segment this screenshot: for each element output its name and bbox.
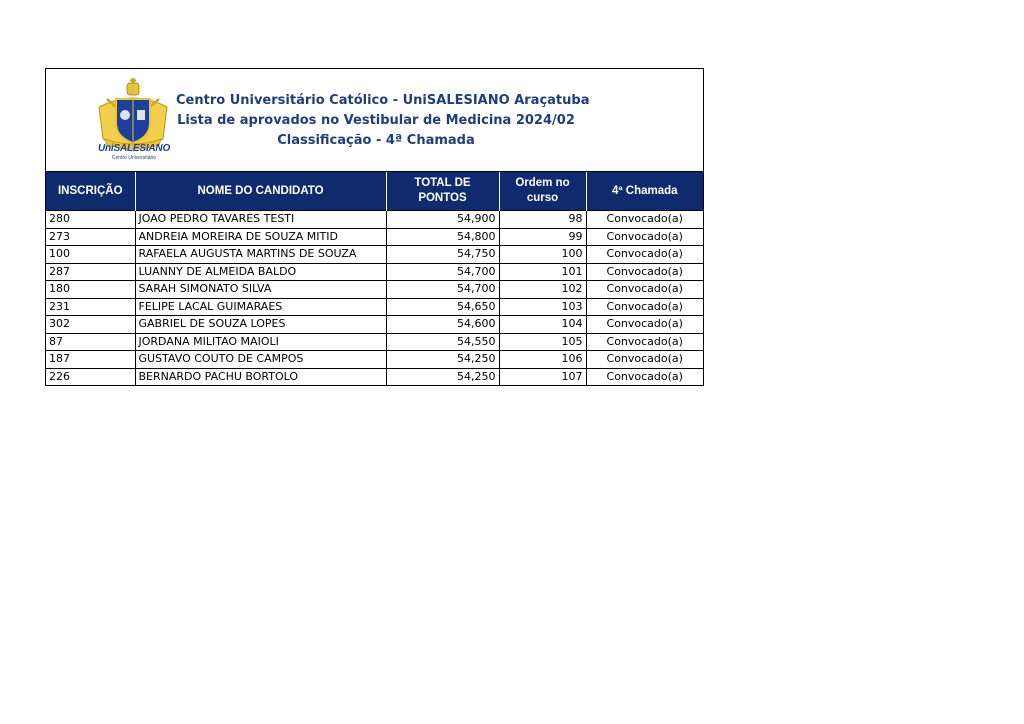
column-header-inscricao: INSCRIÇÃO xyxy=(46,172,135,211)
column-header-chamada: 4ª Chamada xyxy=(586,172,703,211)
cell-ordem: 102 xyxy=(499,281,586,299)
table-row xyxy=(46,368,703,385)
cell-pontos: 54,700 xyxy=(386,281,499,299)
table-row xyxy=(46,298,703,316)
cell-inscricao: 302 xyxy=(46,316,135,334)
column-header-pontos: TOTAL DE PONTOS xyxy=(386,172,499,211)
cell-nome: BERNARDO PACHU BORTOLO xyxy=(135,368,386,385)
cell-pontos: 54,700 xyxy=(386,263,499,281)
cell-pontos: 54,900 xyxy=(386,211,499,229)
cell-status: Convocado(a) xyxy=(586,263,703,281)
cell-ordem: 99 xyxy=(499,228,586,246)
cell-pontos: 54,250 xyxy=(386,368,499,385)
document-titles xyxy=(176,91,590,151)
table-row xyxy=(46,246,703,264)
logo-wordmark: UniSALESIANO xyxy=(97,143,171,154)
cell-inscricao: 87 xyxy=(46,333,135,351)
table-row xyxy=(46,263,703,281)
cell-inscricao: 180 xyxy=(46,281,135,299)
cell-inscricao: 273 xyxy=(46,228,135,246)
cell-ordem: 104 xyxy=(499,316,586,334)
column-header-ordem: Ordem no curso xyxy=(499,172,586,211)
table-row xyxy=(46,351,703,369)
cell-pontos: 54,750 xyxy=(386,246,499,264)
cell-pontos: 54,250 xyxy=(386,351,499,369)
cell-inscricao: 287 xyxy=(46,263,135,281)
table-header-row xyxy=(46,172,703,211)
cell-pontos: 54,650 xyxy=(386,298,499,316)
cell-nome: SARAH SIMONATO SILVA xyxy=(135,281,386,299)
cell-ordem: 98 xyxy=(499,211,586,229)
cell-nome: JORDANA MILITAO MAIOLI xyxy=(135,333,386,351)
cell-nome: GABRIEL DE SOUZA LOPES xyxy=(135,316,386,334)
cell-inscricao: 187 xyxy=(46,351,135,369)
table-row xyxy=(46,211,703,229)
list-title: Lista de aprovados no Vestibular de Medicina 2024/02 xyxy=(177,113,575,128)
cell-nome: LUANNY DE ALMEIDA BALDO xyxy=(135,263,386,281)
logo-subtitle: Centro Universitário xyxy=(111,155,157,161)
cell-status: Convocado(a) xyxy=(586,246,703,264)
cell-status: Convocado(a) xyxy=(586,368,703,385)
table-row xyxy=(46,316,703,334)
cell-status: Convocado(a) xyxy=(586,316,703,334)
table-row xyxy=(46,333,703,351)
cell-status: Convocado(a) xyxy=(586,211,703,229)
cell-inscricao: 280 xyxy=(46,211,135,229)
cell-nome: ANDREIA MOREIRA DE SOUZA MITID xyxy=(135,228,386,246)
cell-pontos: 54,550 xyxy=(386,333,499,351)
cell-nome: RAFAELA AUGUSTA MARTINS DE SOUZA xyxy=(135,246,386,264)
classification-title: Classificação - 4ª Chamada xyxy=(277,133,475,148)
cell-pontos: 54,800 xyxy=(386,228,499,246)
cell-ordem: 103 xyxy=(499,298,586,316)
cell-status: Convocado(a) xyxy=(586,333,703,351)
cell-status: Convocado(a) xyxy=(586,298,703,316)
approved-list-sheet xyxy=(45,68,704,386)
cell-ordem: 100 xyxy=(499,246,586,264)
table-row xyxy=(46,228,703,246)
cell-nome: FELIPE LACAL GUIMARAES xyxy=(135,298,386,316)
cell-ordem: 106 xyxy=(499,351,586,369)
approved-candidates-table xyxy=(46,172,703,385)
cell-ordem: 107 xyxy=(499,368,586,385)
cell-ordem: 101 xyxy=(499,263,586,281)
cell-nome: GUSTAVO COUTO DE CAMPOS xyxy=(135,351,386,369)
cell-status: Convocado(a) xyxy=(586,281,703,299)
cell-inscricao: 100 xyxy=(46,246,135,264)
cell-ordem: 105 xyxy=(499,333,586,351)
cell-status: Convocado(a) xyxy=(586,228,703,246)
table-row xyxy=(46,281,703,299)
column-header-nome: NOME DO CANDIDATO xyxy=(135,172,386,211)
document-header xyxy=(46,69,703,172)
cell-pontos: 54,600 xyxy=(386,316,499,334)
cell-nome: JOAO PEDRO TAVARES TESTI xyxy=(135,211,386,229)
cell-inscricao: 231 xyxy=(46,298,135,316)
cell-inscricao: 226 xyxy=(46,368,135,385)
institution-title: Centro Universitário Católico - UniSALESIANO Araçatuba xyxy=(176,93,590,108)
cell-status: Convocado(a) xyxy=(586,351,703,369)
